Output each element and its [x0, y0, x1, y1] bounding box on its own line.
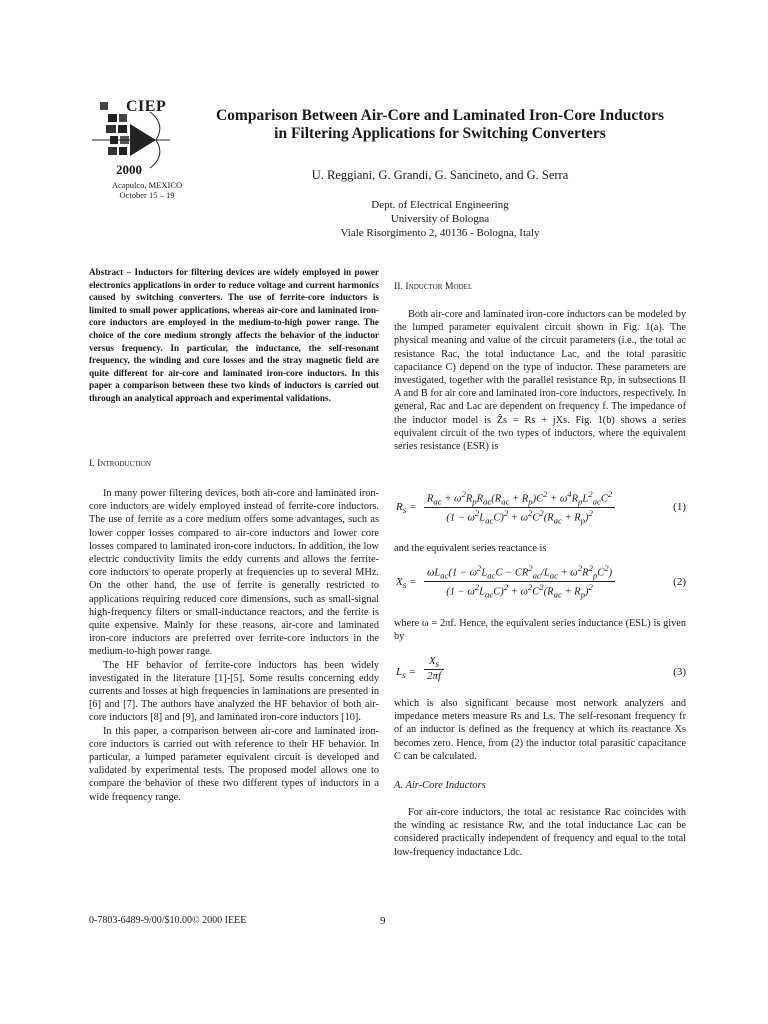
intro-paragraph-3: In this paper, a comparison between air-core and laminated iron-core inductors is carried out with reference to their HF behavior. In particular, a lumped parameter equivalent circuit is developed and validated by experimental tests. The proposed model allows one to compare the behavior of these two different types of inductors in a wide frequency range.: [89, 725, 379, 803]
section-introduction-body: [89, 487, 379, 804]
model-paragraph-4: which is also significant because most network analyzers and impedance meters measure Rs and Ls. The self-resonant frequency fr of an inductor is defined as the frequency at which its reactance Xs becomes zero. Hence, from (2) the inductor total parasitic capacitance C can be calculated.: [394, 698, 686, 762]
conference-logo: [86, 98, 206, 208]
model-paragraph-1: Both air-core and laminated iron-core inductors can be modeled by the lumped parameter equivalent circuit shown in Fig. 1(a). The physical meaning and value of the circuit parameters (i.e., the total ac resistance Rac, the total inductance Lac, and the total parasitic capacitance C) depend on the type of inductor. These parameters are investigated, together with the parallel resistance Rp, in subsections II A and B for air core and laminated iron-core inductors, respectively. In general, Rac and Lac are dependent on frequency f. The impedance of the inductor model is Ẑs = Rs + jXs. Fig. 1(b) shows a series equivalent circuit of the two types of inductors, where the equivalent series resistance (ESR) is: [394, 309, 686, 453]
section-heading-introduction: I. Introduction: [89, 458, 151, 469]
page-number: 9: [380, 915, 386, 927]
logo-location: [102, 180, 192, 200]
paper-affiliation: [210, 198, 670, 240]
equation-1-number: (1): [673, 501, 686, 513]
air-core-paragraph: For air-core inductors, the total ac resistance Rac coincides with the winding ac resistance Rw, and the total inductance Lac can be considered practically independent of frequency and equal to the total low-frequency inductance Ldc.: [394, 807, 686, 858]
logo-dates: October 15 – 19: [119, 190, 175, 200]
intro-paragraph-1: In many power filtering devices, both air-core and laminated iron-core inductors are widely employed instead of ferrite-core inductors. The use of ferrite as a core medium offers some advantages, such as lower copper losses compared to air-core inductors and lower core losses compared to laminated iron-core inductors. In addition, the low electric conductivity limits the eddy currents and allows the ferrite-core inductors to operate properly at frequencies up to several MHz. On the other hand, the use of ferrite is generally restricted to applications requiring reduced core dimensions, such as small-signal high-frequency filters or small-inductance reactors, and the ferrite is quite expensive. Mainly for these reasons, air-core and laminated iron-core inductors are preferred over ferrite-core inductors in the medium-to-high power range.: [89, 488, 379, 658]
equation-3-number: (3): [673, 666, 686, 678]
equation-1: $R_s$ = $R_{ac} + \omega^2R_pR_{ac}(R_{ac} + R_p)C^2 + \omega^4R_pL^2_{ac}C^2$ $(1 - \omega^2L_{ac}C)^2 + \omega^2C^2(R_{ac} + R_p)^2$ (1): [396, 489, 686, 526]
subsection-heading-air-core: A. Air-Core Inductors: [394, 780, 486, 791]
logo-year: 2000: [116, 162, 142, 177]
model-paragraph-2: and the equivalent series reactance is: [394, 543, 547, 554]
equation-2: $X_s$ = $\omega L_{ac}(1 - \omega^2L_{ac}C - CR^2_{ac}/L_{ac} + \omega^2R^2_pC^2)$ $(1 - \omega^2L_{ac}C)^2 + \omega^2C^2(R_{ac} + R_p)^2$ (2): [396, 563, 686, 600]
logo-city: Acapulco, MEXICO: [111, 180, 183, 190]
copyright-footer: 0-7803-6489-9/00/$10.00© 2000 IEEE: [89, 915, 247, 926]
section-heading-inductor-model: II. Inductor Model: [394, 281, 473, 292]
affiliation-dept: Dept. of Electrical Engineering: [371, 199, 509, 211]
section-model-paragraph-1: [394, 308, 686, 453]
affiliation-university: University of Bologna: [390, 213, 490, 225]
air-core-body: [394, 806, 686, 859]
affiliation-address: Viale Risorgimento 2, 40136 - Bologna, Italy: [340, 227, 540, 239]
paper-authors: U. Reggiani, G. Grandi, G. Sancineto, and G. Serra: [311, 168, 569, 182]
paper-title: Comparison Between Air-Core and Laminated Iron-Core Inductors in Filtering Applications for Switching Converters: [215, 107, 665, 142]
equation-2-number: (2): [673, 576, 686, 588]
intro-paragraph-2: The HF behavior of ferrite-core inductors has been widely investigated in the literature [1]-[5]. Some results concerning eddy currents and losses at high frequencies in laminations are presented in [6] and [7]. The authors have analyzed the HF behavior of both air-core inductors [8] and [9], and laminated iron-core inductors [10].: [89, 659, 379, 724]
abstract: Abstract – Inductors for filtering devices are widely employed in power electronics applications in order to reduce voltage and current harmonics caused by switching converters. The use of ferrite-core inductors is limited to small power applications, whereas air-core and laminated iron-core inductors are employed in the medium-to-high power range. The choice of the core medium strongly affects the behavior of the inductor versus frequency. In particular, the inductance, the self-resonant frequency, the winding and core losses and the stray magnetic field are quite different for air-core and laminated iron-core inductors. In this paper a comparison between these two kinds of inductors is carried out through an analytical approach and experimental validations.: [89, 267, 379, 403]
equation-3: $L_s$ = $\frac{X_s}{2\pi f}$ (3): [396, 655, 686, 683]
model-paragraph-3: where ω = 2πf. Hence, the equivalent series inductance (ESL) is given by: [394, 618, 686, 643]
logo-ciep-text: CIEP: [126, 98, 167, 115]
